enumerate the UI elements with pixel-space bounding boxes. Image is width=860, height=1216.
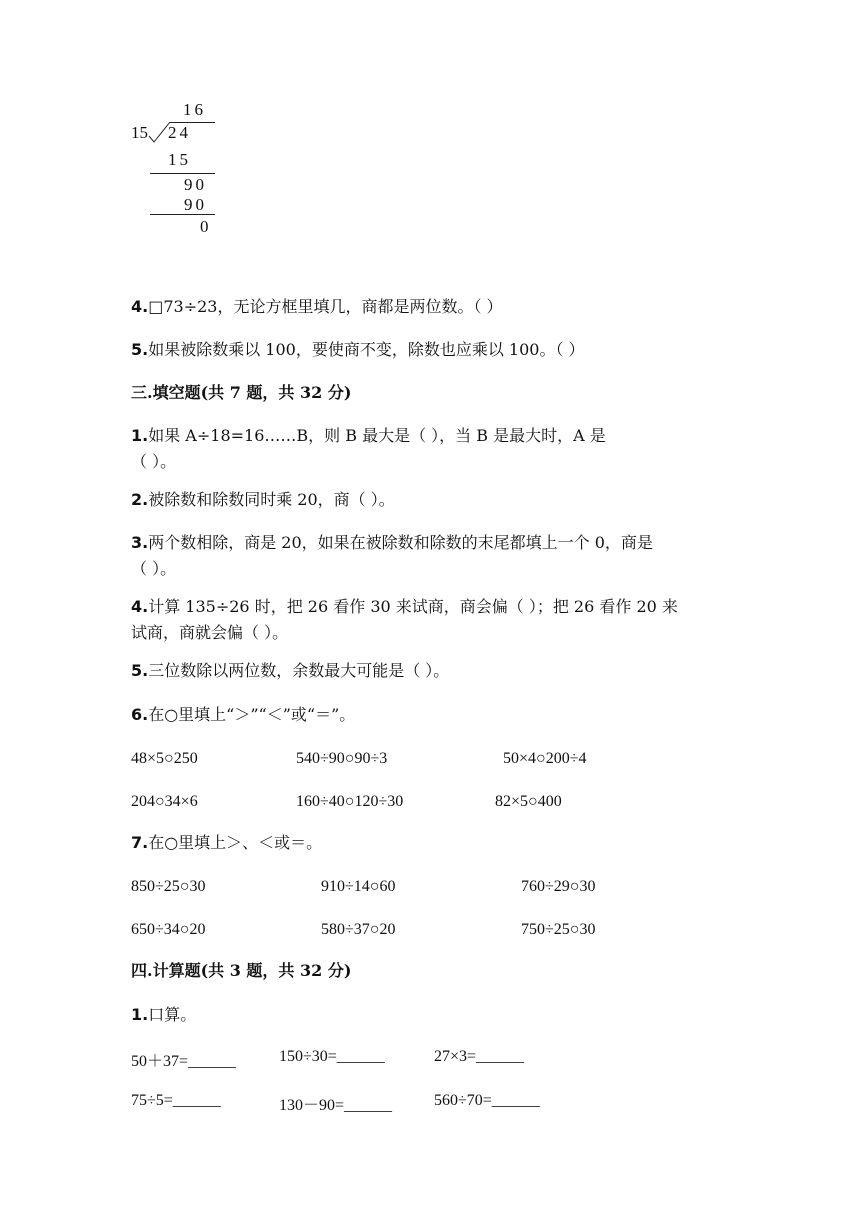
calc-item: 50＋37=______ (131, 1053, 237, 1070)
fill-question-7: 7.在○里填上＞、＜或＝。 (131, 833, 323, 852)
remainder: 0 (200, 217, 212, 236)
calc-item: 130－90=______ (279, 1097, 393, 1114)
compare-item: 580÷37○20 (321, 921, 396, 938)
fill-question-2: 2.被除数和除数同时乘 20，商（ ）。 (131, 490, 395, 509)
compare-item: 910÷14○60 (321, 878, 396, 895)
section-3-title: 三.填空题(共 7 题，共 32 分) (131, 383, 352, 402)
compare-item: 850÷25○30 (131, 878, 206, 895)
fill-question-3: 3.两个数相除，商是 20，如果在被除数和除数的末尾都填上一个 0，商是 （ ）。 (131, 533, 653, 578)
step-1: 15 (168, 150, 191, 169)
compare-item: 48×5○250 (131, 750, 198, 767)
fill-question-5: 5.三位数除以两位数，余数最大可能是（ ）。 (131, 661, 450, 680)
compare-item: 760÷29○30 (521, 878, 596, 895)
calc-item: 150÷30=______ (279, 1048, 385, 1065)
calc-item: 560÷70=______ (434, 1092, 540, 1109)
compare-item: 204○34×6 (131, 793, 198, 810)
compare-item: 650÷34○20 (131, 921, 206, 938)
calc-item: 75÷5=______ (131, 1092, 221, 1109)
fill-question-6: 6.在○里填上“＞”“＜”或“＝”。 (131, 705, 356, 724)
compare-item: 50×4○200÷4 (503, 750, 587, 767)
division-line-2 (150, 214, 215, 215)
divisor: 15 (131, 123, 148, 142)
compare-item: 82×5○400 (495, 793, 562, 810)
step-3: 90 (184, 195, 207, 214)
section-4-title: 四.计算题(共 3 题，共 32 分) (131, 961, 352, 980)
step-2: 90 (184, 175, 207, 194)
fill-question-4: 4.计算 135÷26 时，把 26 看作 30 来试商，商会偏（ ）；把 26 看作 20 来 试商，商就会偏（ ）。 (131, 597, 678, 642)
judge-question-4: 4.□73÷23，无论方框里填几，商都是两位数。（ ） (131, 297, 503, 316)
quotient: 16 (183, 100, 206, 119)
compare-item: 160÷40○120÷30 (296, 793, 404, 810)
compare-item: 750÷25○30 (521, 921, 596, 938)
calc-question-1: 1.口算。 (131, 1005, 197, 1024)
calc-item: 27×3=______ (434, 1048, 525, 1065)
division-line-1 (150, 173, 215, 174)
fill-question-1: 1.如果 A÷18=16……B，则 B 最大是（ ），当 B 是最大时，A 是 （ ）。 (131, 426, 606, 471)
judge-question-5: 5.如果被除数乘以 100，要使商不变，除数也应乘以 100。（ ） (131, 340, 585, 359)
dividend: 24 (168, 123, 191, 142)
compare-item: 540÷90○90÷3 (296, 750, 388, 767)
